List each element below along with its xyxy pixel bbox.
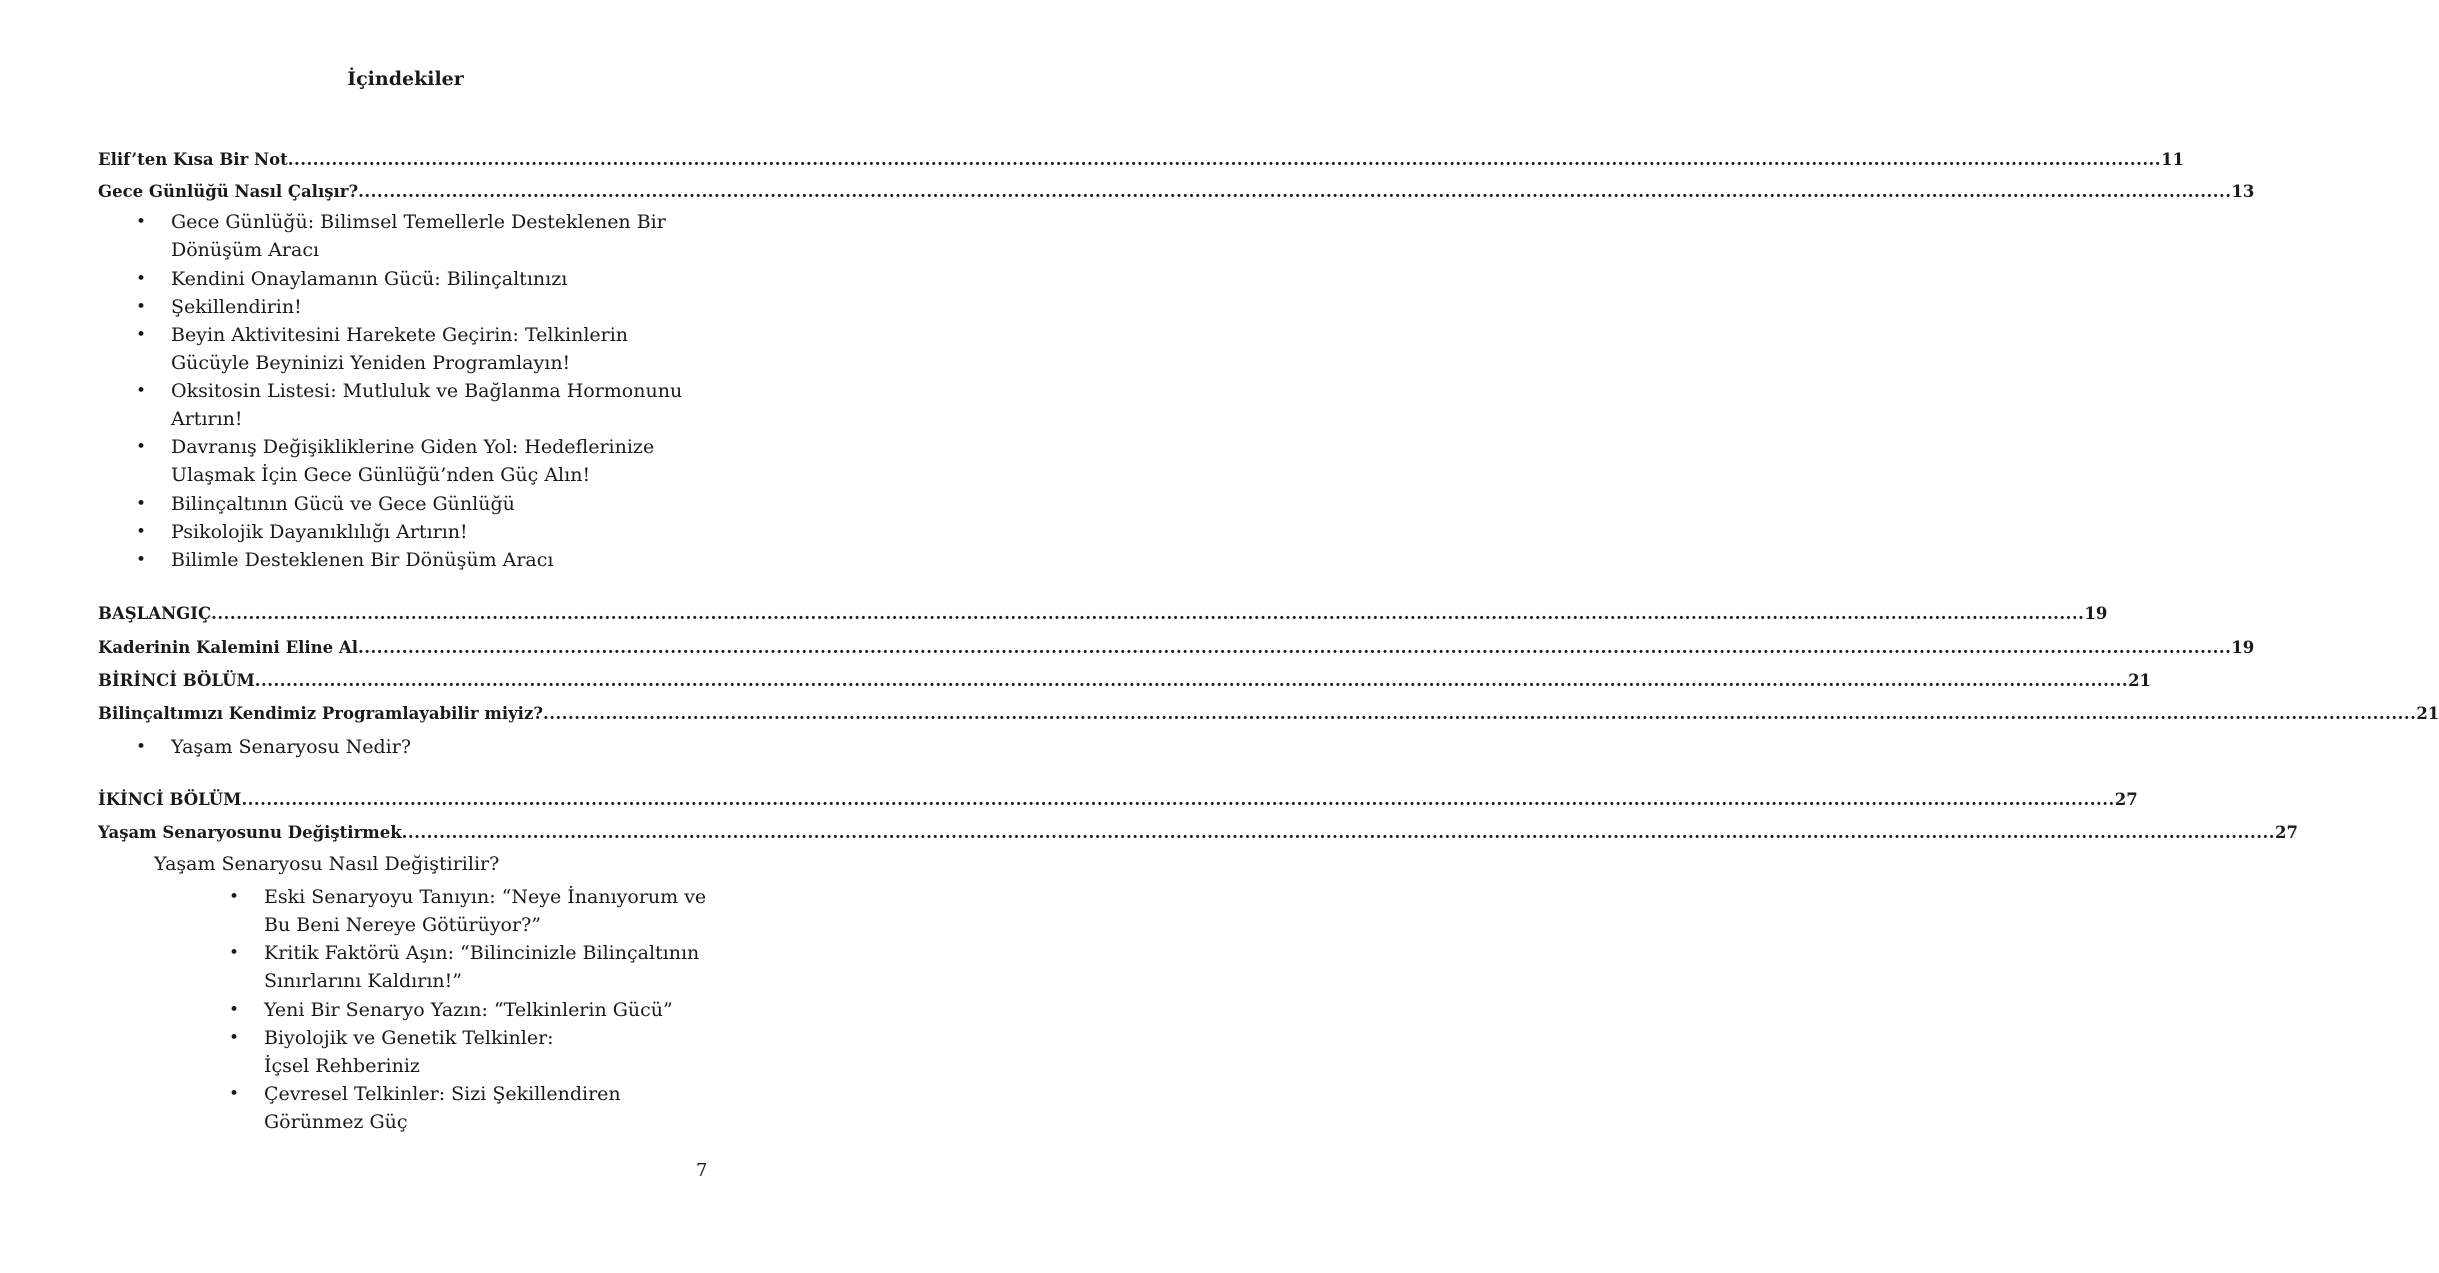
list-item: Kritik Faktörü Aşın: “Bilincinizle Bilinçaltının [264, 942, 700, 964]
bullet-icon: • [136, 269, 147, 289]
list-item-continuation: Dönüşüm Aracı [171, 239, 320, 261]
bullet-icon: • [229, 1028, 240, 1048]
leader-dots: ............................................................................................................................................................................................................................................................................................................ [254, 671, 2129, 690]
bullet-icon: • [229, 887, 240, 907]
toc-entry-page: 27 [2114, 790, 2138, 809]
toc-entry[interactable] [98, 604, 2108, 630]
leader-dots: ............................................................................................................................................................................................................................................................................................................ [543, 704, 2417, 723]
toc-entry[interactable] [98, 823, 2298, 849]
toc-entry-page: 13 [2231, 182, 2255, 201]
list-item: Şekillendirin! [171, 296, 302, 318]
leader-dots: ............................................................................................................................................................................................................................................................................................................ [211, 604, 2085, 623]
list-item: Çevresel Telkinler: Sizi Şekillendiren [264, 1083, 621, 1105]
toc-entry-label: BİRİNCİ BÖLÜM [98, 671, 255, 690]
toc-entry-label: Gece Günlüğü Nasıl Çalışır? [98, 182, 359, 201]
list-item: Kendini Onaylamanın Gücü: Bilinçaltınızı [171, 268, 568, 290]
bullet-icon: • [136, 550, 147, 570]
toc-entry-label: İKİNCİ BÖLÜM [98, 790, 242, 809]
list-item-continuation: İçsel Rehberiniz [264, 1055, 420, 1077]
list-item: Beyin Aktivitesini Harekete Geçirin: Telkinlerin [171, 324, 629, 346]
list-item-continuation: Bu Beni Nereye Götürüyor?” [264, 914, 541, 936]
leader-dots: ............................................................................................................................................................................................................................................................................................................ [358, 638, 2232, 657]
list-item: Eski Senaryoyu Tanıyın: “Neye İnanıyorum ve [264, 886, 707, 908]
toc-entry-label: Bilinçaltımızı Kendimiz Programlayabilir miyiz? [98, 704, 543, 723]
bullet-icon: • [136, 212, 147, 232]
list-item: Oksitosin Listesi: Mutluluk ve Bağlanma Hormonunu [171, 380, 683, 402]
toc-entry-page: 21 [2416, 704, 2439, 723]
leader-dots: ............................................................................................................................................................................................................................................................................................................ [287, 150, 2162, 169]
list-item-continuation: Sınırlarını Kaldırın!” [264, 970, 462, 992]
list-item: Psikolojik Dayanıklılığı Artırın! [171, 521, 468, 543]
list-item-continuation: Ulaşmak İçin Gece Günlüğü’nden Güç Alın! [171, 464, 591, 486]
toc-entry-label: Kaderinin Kalemini Eline Al [98, 638, 358, 657]
list-item-continuation: Gücüyle Beyninizi Yeniden Programlayın! [171, 352, 571, 374]
toc-entry[interactable] [98, 704, 2439, 730]
bullet-icon: • [136, 381, 147, 401]
toc-entry-page: 19 [2231, 638, 2255, 657]
list-item: Biyolojik ve Genetik Telkinler: [264, 1027, 554, 1049]
toc-entry-page: 27 [2274, 823, 2298, 842]
list-item: Gece Günlüğü: Bilimsel Temellerle Desteklenen Bir [171, 211, 666, 233]
toc-entry[interactable] [98, 150, 2185, 176]
toc-entry[interactable] [98, 638, 2255, 664]
toc-entry-label: BAŞLANGIÇ [98, 604, 212, 623]
list-item-continuation: Artırın! [171, 408, 243, 430]
toc-entry[interactable] [98, 790, 2138, 816]
toc-entry-page: 19 [2084, 604, 2108, 623]
page-number: 7 [696, 1160, 708, 1181]
bullet-icon: • [136, 494, 147, 514]
bullet-icon: • [229, 1084, 240, 1104]
list-item-continuation: Görünmez Güç [264, 1111, 408, 1133]
toc-entry-page: 11 [2161, 150, 2185, 169]
list-item: Yeni Bir Senaryo Yazın: “Telkinlerin Gücü” [264, 999, 673, 1021]
leader-dots: ............................................................................................................................................................................................................................................................................................................ [401, 823, 2275, 842]
bullet-icon: • [136, 737, 147, 757]
list-item: Bilimle Desteklenen Bir Dönüşüm Aracı [171, 549, 554, 571]
toc-entry-page: 21 [2128, 671, 2152, 690]
toc-entry-label: Elif’ten Kısa Bir Not [98, 150, 288, 169]
bullet-icon: • [136, 297, 147, 317]
bullet-icon: • [136, 325, 147, 345]
toc-entry[interactable] [98, 182, 2255, 208]
toc-entry[interactable] [98, 671, 2152, 697]
leader-dots: ............................................................................................................................................................................................................................................................................................................ [358, 182, 2232, 201]
sub-heading: Yaşam Senaryosu Nasıl Değiştirilir? [154, 853, 500, 875]
toc-entry-label: Yaşam Senaryosunu Değiştirmek [98, 823, 402, 842]
list-item: Davranış Değişikliklerine Giden Yol: Hedeflerinize [171, 436, 655, 458]
bullet-icon: • [136, 522, 147, 542]
bullet-icon: • [229, 1000, 240, 1020]
bullet-icon: • [229, 943, 240, 963]
page-title: İçindekiler [347, 68, 464, 90]
list-item: Bilinçaltının Gücü ve Gece Günlüğü [171, 493, 515, 515]
bullet-icon: • [136, 437, 147, 457]
list-item: Yaşam Senaryosu Nedir? [171, 736, 412, 758]
leader-dots: ............................................................................................................................................................................................................................................................................................................ [241, 790, 2115, 809]
